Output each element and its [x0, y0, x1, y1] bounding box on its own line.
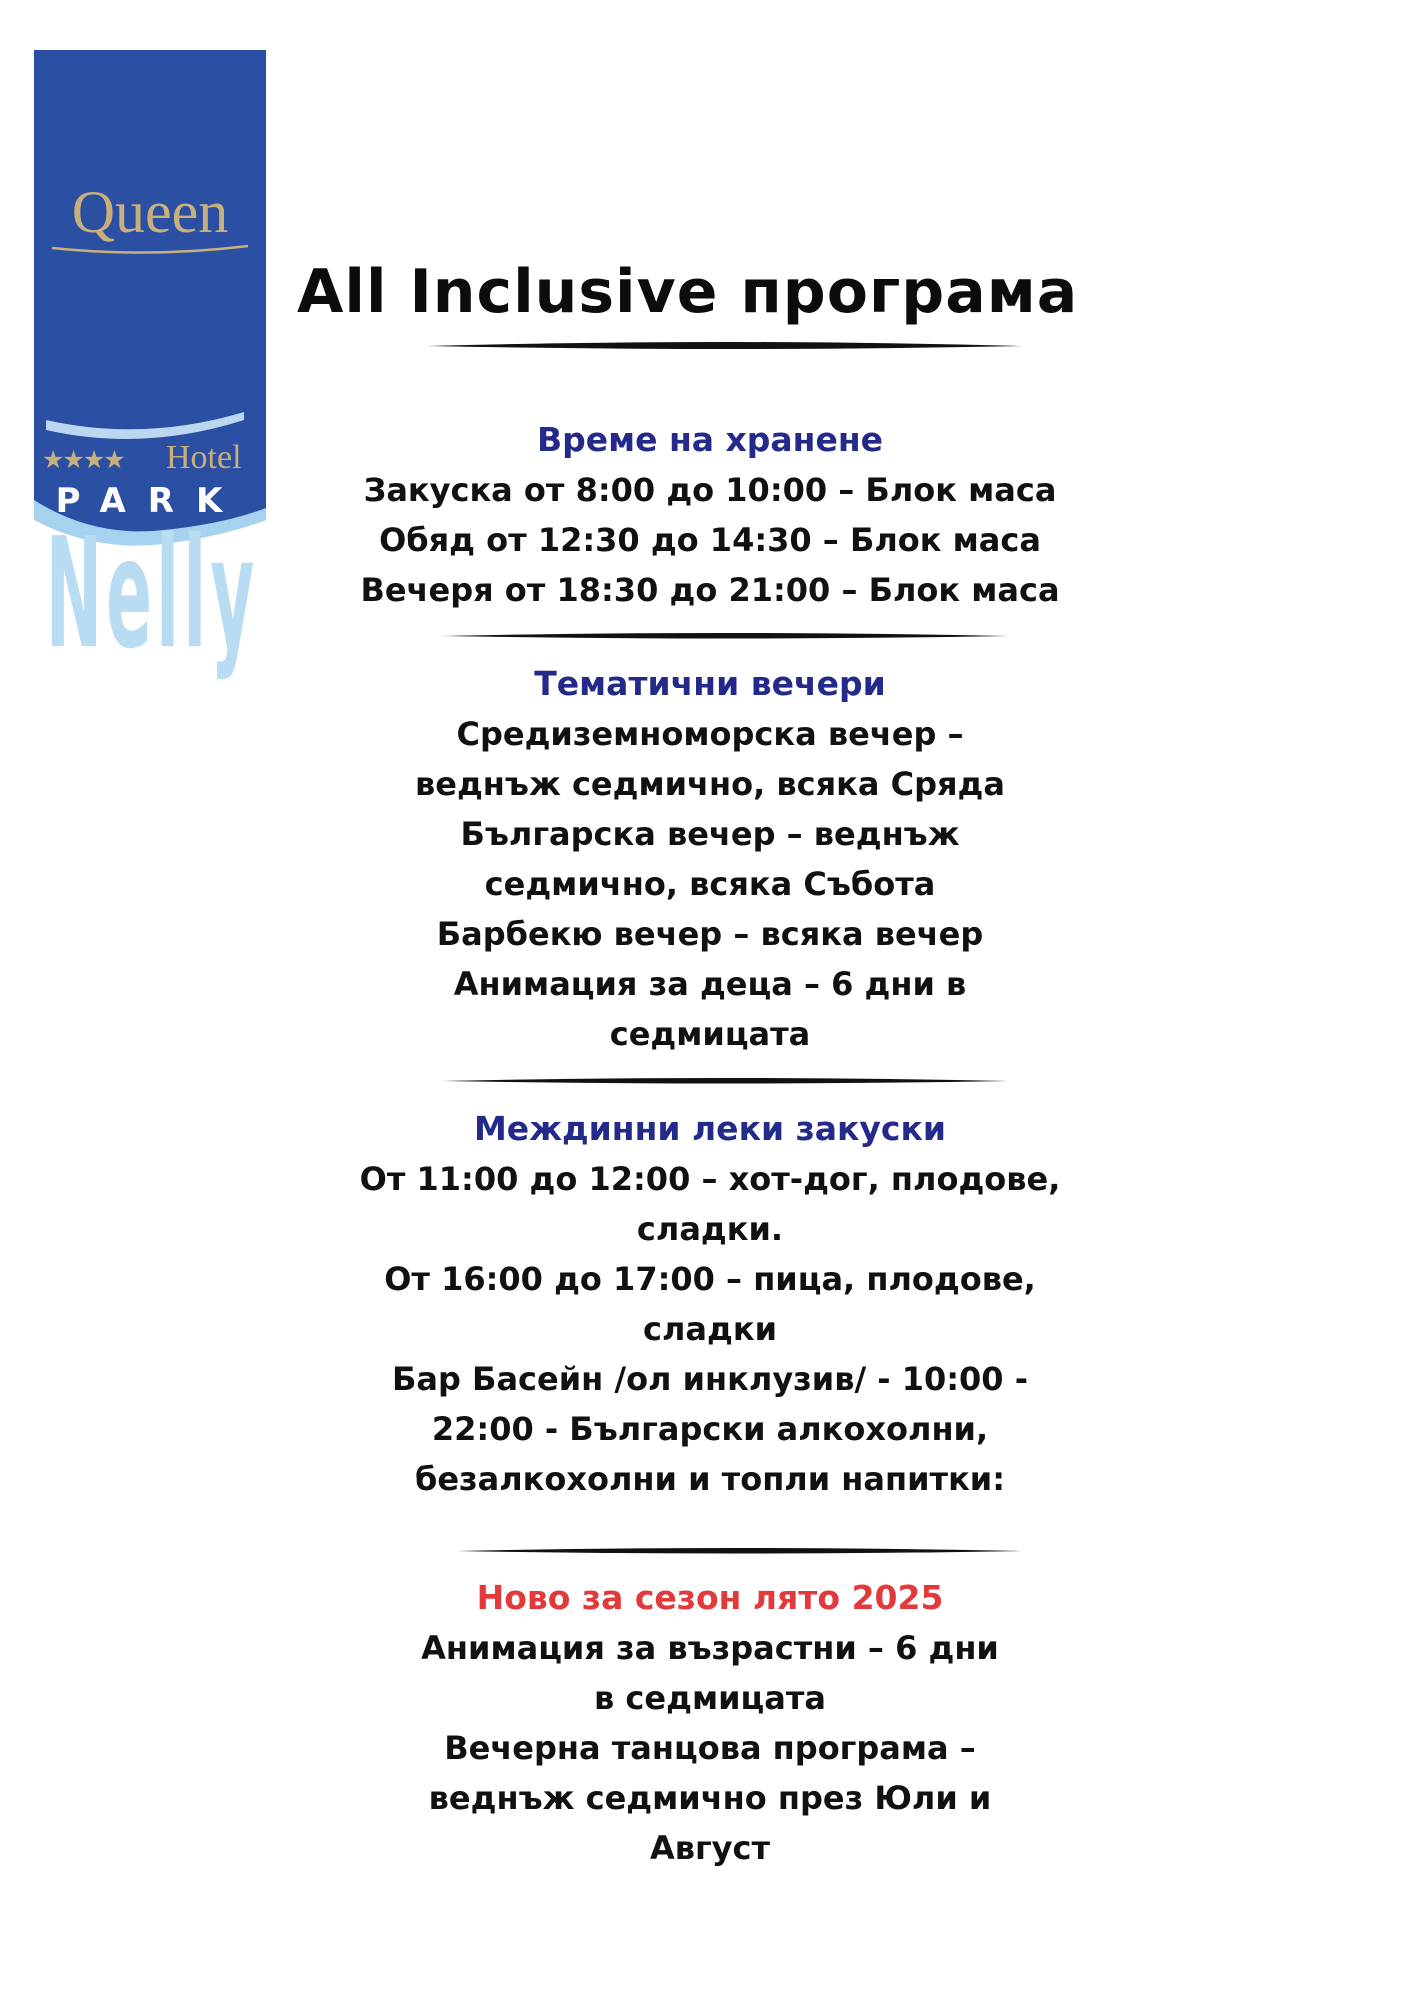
text-line: От 11:00 до 12:00 – хот-дог, плодове, — [359, 1160, 1061, 1198]
text-line: Август — [649, 1829, 771, 1867]
logo-park-text: PARK — [55, 481, 245, 521]
text-line: Бар Басейн /ол инклузив/ - 10:00 - — [392, 1360, 1028, 1398]
page-title: All Inclusive програма — [297, 257, 1079, 327]
section-heading: Междинни леки закуски — [473, 1109, 947, 1148]
text-line: Барбекю вечер – всяка вечер — [436, 915, 984, 953]
text-line: сладки — [643, 1310, 777, 1348]
section-heading: Време на хранене — [536, 420, 884, 459]
hotel-logo — [34, 50, 266, 683]
text-line: седмицата — [609, 1015, 811, 1053]
text-line: веднъж седмично, всяка Сряда — [415, 765, 1005, 803]
section-new-season — [300, 1573, 1120, 1873]
section-divider — [455, 1543, 1025, 1559]
logo-queen-text: Queen — [71, 179, 229, 245]
section-meal-times — [300, 415, 1120, 615]
section-heading: Ново за сезон лято 2025 — [476, 1578, 944, 1617]
section-heading: Тематични вечери — [534, 664, 886, 703]
section-divider — [440, 628, 1010, 644]
text-line: безалкохолни и топли напитки: — [414, 1460, 1006, 1498]
text-line: Анимация за възрастни – 6 дни — [421, 1629, 999, 1667]
text-line: Вечерна танцова програма – — [444, 1729, 976, 1767]
text-line: Вечеря от 18:30 до 21:00 – Блок маса — [360, 571, 1060, 609]
section-theme-nights — [300, 659, 1120, 1059]
text-line: веднъж седмично през Юли и — [428, 1779, 992, 1817]
logo-nelly-text: Nelly — [45, 505, 255, 683]
section-divider — [440, 1073, 1010, 1089]
text-line: сладки. — [636, 1210, 784, 1248]
logo-hotel-text: Hotel — [166, 439, 242, 476]
section-snacks — [300, 1104, 1120, 1504]
text-line: Средиземноморска вечер – — [456, 715, 964, 753]
logo-graphic — [34, 50, 266, 683]
text-line: Анимация за деца – 6 дни в — [453, 965, 967, 1003]
text-line: 22:00 - Български алкохолни, — [431, 1410, 989, 1448]
text-line: Българска вечер – веднъж — [460, 815, 960, 853]
text-line: седмично, всяка Събота — [484, 865, 936, 903]
text-line: От 16:00 до 17:00 – пица, плодове, — [384, 1260, 1036, 1298]
title-underline-swash — [425, 336, 1025, 356]
text-line: Закуска от 8:00 до 10:00 – Блок маса — [363, 471, 1057, 509]
text-line: Обяд от 12:30 до 14:30 – Блок маса — [379, 521, 1041, 559]
text-line: в седмицата — [594, 1679, 826, 1717]
logo-stars: ★★★★ — [42, 445, 124, 474]
